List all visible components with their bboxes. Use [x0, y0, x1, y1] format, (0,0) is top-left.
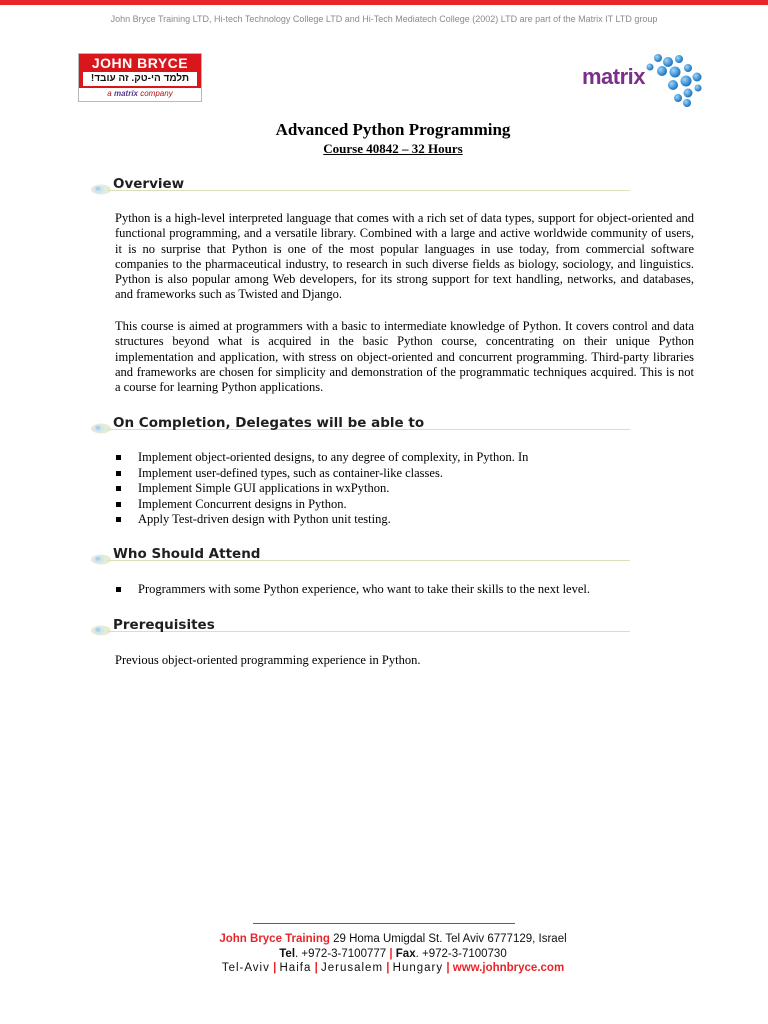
section-heading-overview — [90, 176, 630, 196]
overview-paragraph-2: This course is aimed at programmers with a basic to intermediate knowledge of Python. It covers control and data structures beyond what is acquired in the basic Python course, concentrating on their unique Python implementation and application, with stress on object-oriented and concurrent programming. Third-party libraries and frameworks are chosen for simplicity and demonstration of the programmatic techniques acquired. This is not a course for learning Python applications. — [115, 319, 694, 395]
footer-tel: . +972-3-7100777 — [295, 948, 390, 960]
section-divider — [108, 190, 630, 191]
section-title: Who Should Attend — [113, 546, 261, 562]
logo-sub-prefix: a — [107, 89, 112, 98]
section-heading-prerequisites — [90, 617, 630, 637]
list-item: Implement Concurrent designs in Python. — [115, 497, 694, 513]
footer-separator: | — [273, 962, 277, 974]
square-bullet-icon — [116, 587, 121, 592]
footer-divider — [253, 923, 515, 924]
footer-location-hungary: Hungary — [392, 962, 444, 974]
section-heading-attend — [90, 546, 630, 566]
list-item: Apply Test-driven design with Python unit testing. — [115, 512, 694, 528]
footer-address-line — [0, 933, 768, 945]
matrix-logo-text: matrix — [582, 64, 646, 89]
section-title: On Completion, Delegates will be able to — [113, 415, 425, 431]
footer-tel-label: Tel — [279, 948, 296, 960]
course-title: Advanced Python Programming — [275, 120, 511, 139]
square-bullet-icon — [116, 486, 121, 491]
footer-separator: | — [314, 962, 318, 974]
square-bullet-icon — [116, 517, 121, 522]
footer-location-tel-aviv: Tel-Aviv — [221, 962, 270, 974]
footer-separator: | — [446, 962, 450, 974]
john-bryce-logo-banner — [79, 54, 201, 88]
group-disclaimer: John Bryce Training LTD, Hi-tech Technology College LTD and Hi-Tech Mediatech College (2002) LTD are part of the Matrix IT LTD group — [110, 14, 658, 24]
square-bullet-icon — [116, 471, 121, 476]
footer-locations-line — [0, 962, 768, 974]
footer-fax-label: Fax — [395, 948, 416, 960]
footer-location-haifa: Haifa — [279, 962, 312, 974]
john-bryce-logo — [78, 53, 202, 102]
list-item: Implement object-oriented designs, to any degree of complexity, in Python. In — [115, 450, 694, 466]
course-subtitle: Course 40842 – 32 Hours — [323, 141, 463, 156]
attend-list — [115, 582, 694, 598]
logo-sub-suffix: company — [140, 89, 173, 98]
john-bryce-logo-subline — [79, 89, 201, 98]
overview-paragraph-1: Python is a high-level interpreted language that comes with a rich set of data types, support for object-oriented and functional programming, and a versatile library. Combined with a large and active worldwide community of users, it is no surprise that Python is one of the most popular languages in use today, from commercial software companies to the pharmaceutical industry, to research in such diverse fields as biology, sociology, and linguistics. Python is also popular among Web developers, for its strong support for text handling, networks, and databases, and frameworks such as Twisted and Django. — [115, 211, 694, 302]
footer-contact-line — [0, 948, 768, 960]
square-bullet-icon — [116, 502, 121, 507]
square-bullet-icon — [116, 455, 121, 460]
section-heading-completion — [90, 415, 630, 435]
footer-separator: | — [389, 948, 393, 960]
footer-website-link[interactable]: www.johnbryce.com — [452, 962, 565, 974]
top-red-bar — [0, 0, 768, 5]
footer-location-jerusalem: Jerusalem — [320, 962, 384, 974]
completion-list — [115, 450, 694, 528]
footer-company: John Bryce Training — [219, 933, 330, 945]
john-bryce-logo-name: JOHN BRYCE — [91, 55, 189, 71]
section-title: Prerequisites — [113, 617, 215, 633]
prerequisites-text: Previous object-oriented programming experience in Python. — [115, 653, 421, 667]
list-item: Programmers with some Python experience, who want to take their skills to the next level. — [115, 582, 694, 598]
logo-sub-brand: matrix — [113, 89, 138, 98]
footer-separator: | — [386, 962, 390, 974]
footer-fax: . +972-3-7100730 — [415, 948, 507, 960]
matrix-logo — [580, 50, 710, 110]
matrix-logo-dots-icon — [580, 50, 710, 110]
list-item: Implement Simple GUI applications in wxPython. — [115, 481, 694, 497]
john-bryce-logo-tagline: תלמד הי-טק. זה עובד! — [83, 72, 197, 86]
footer-address: 29 Homa Umigdal St. Tel Aviv 6777129, Israel — [329, 933, 567, 945]
section-title: Overview — [113, 176, 185, 192]
list-item: Implement user-defined types, such as container-like classes. — [115, 466, 694, 482]
